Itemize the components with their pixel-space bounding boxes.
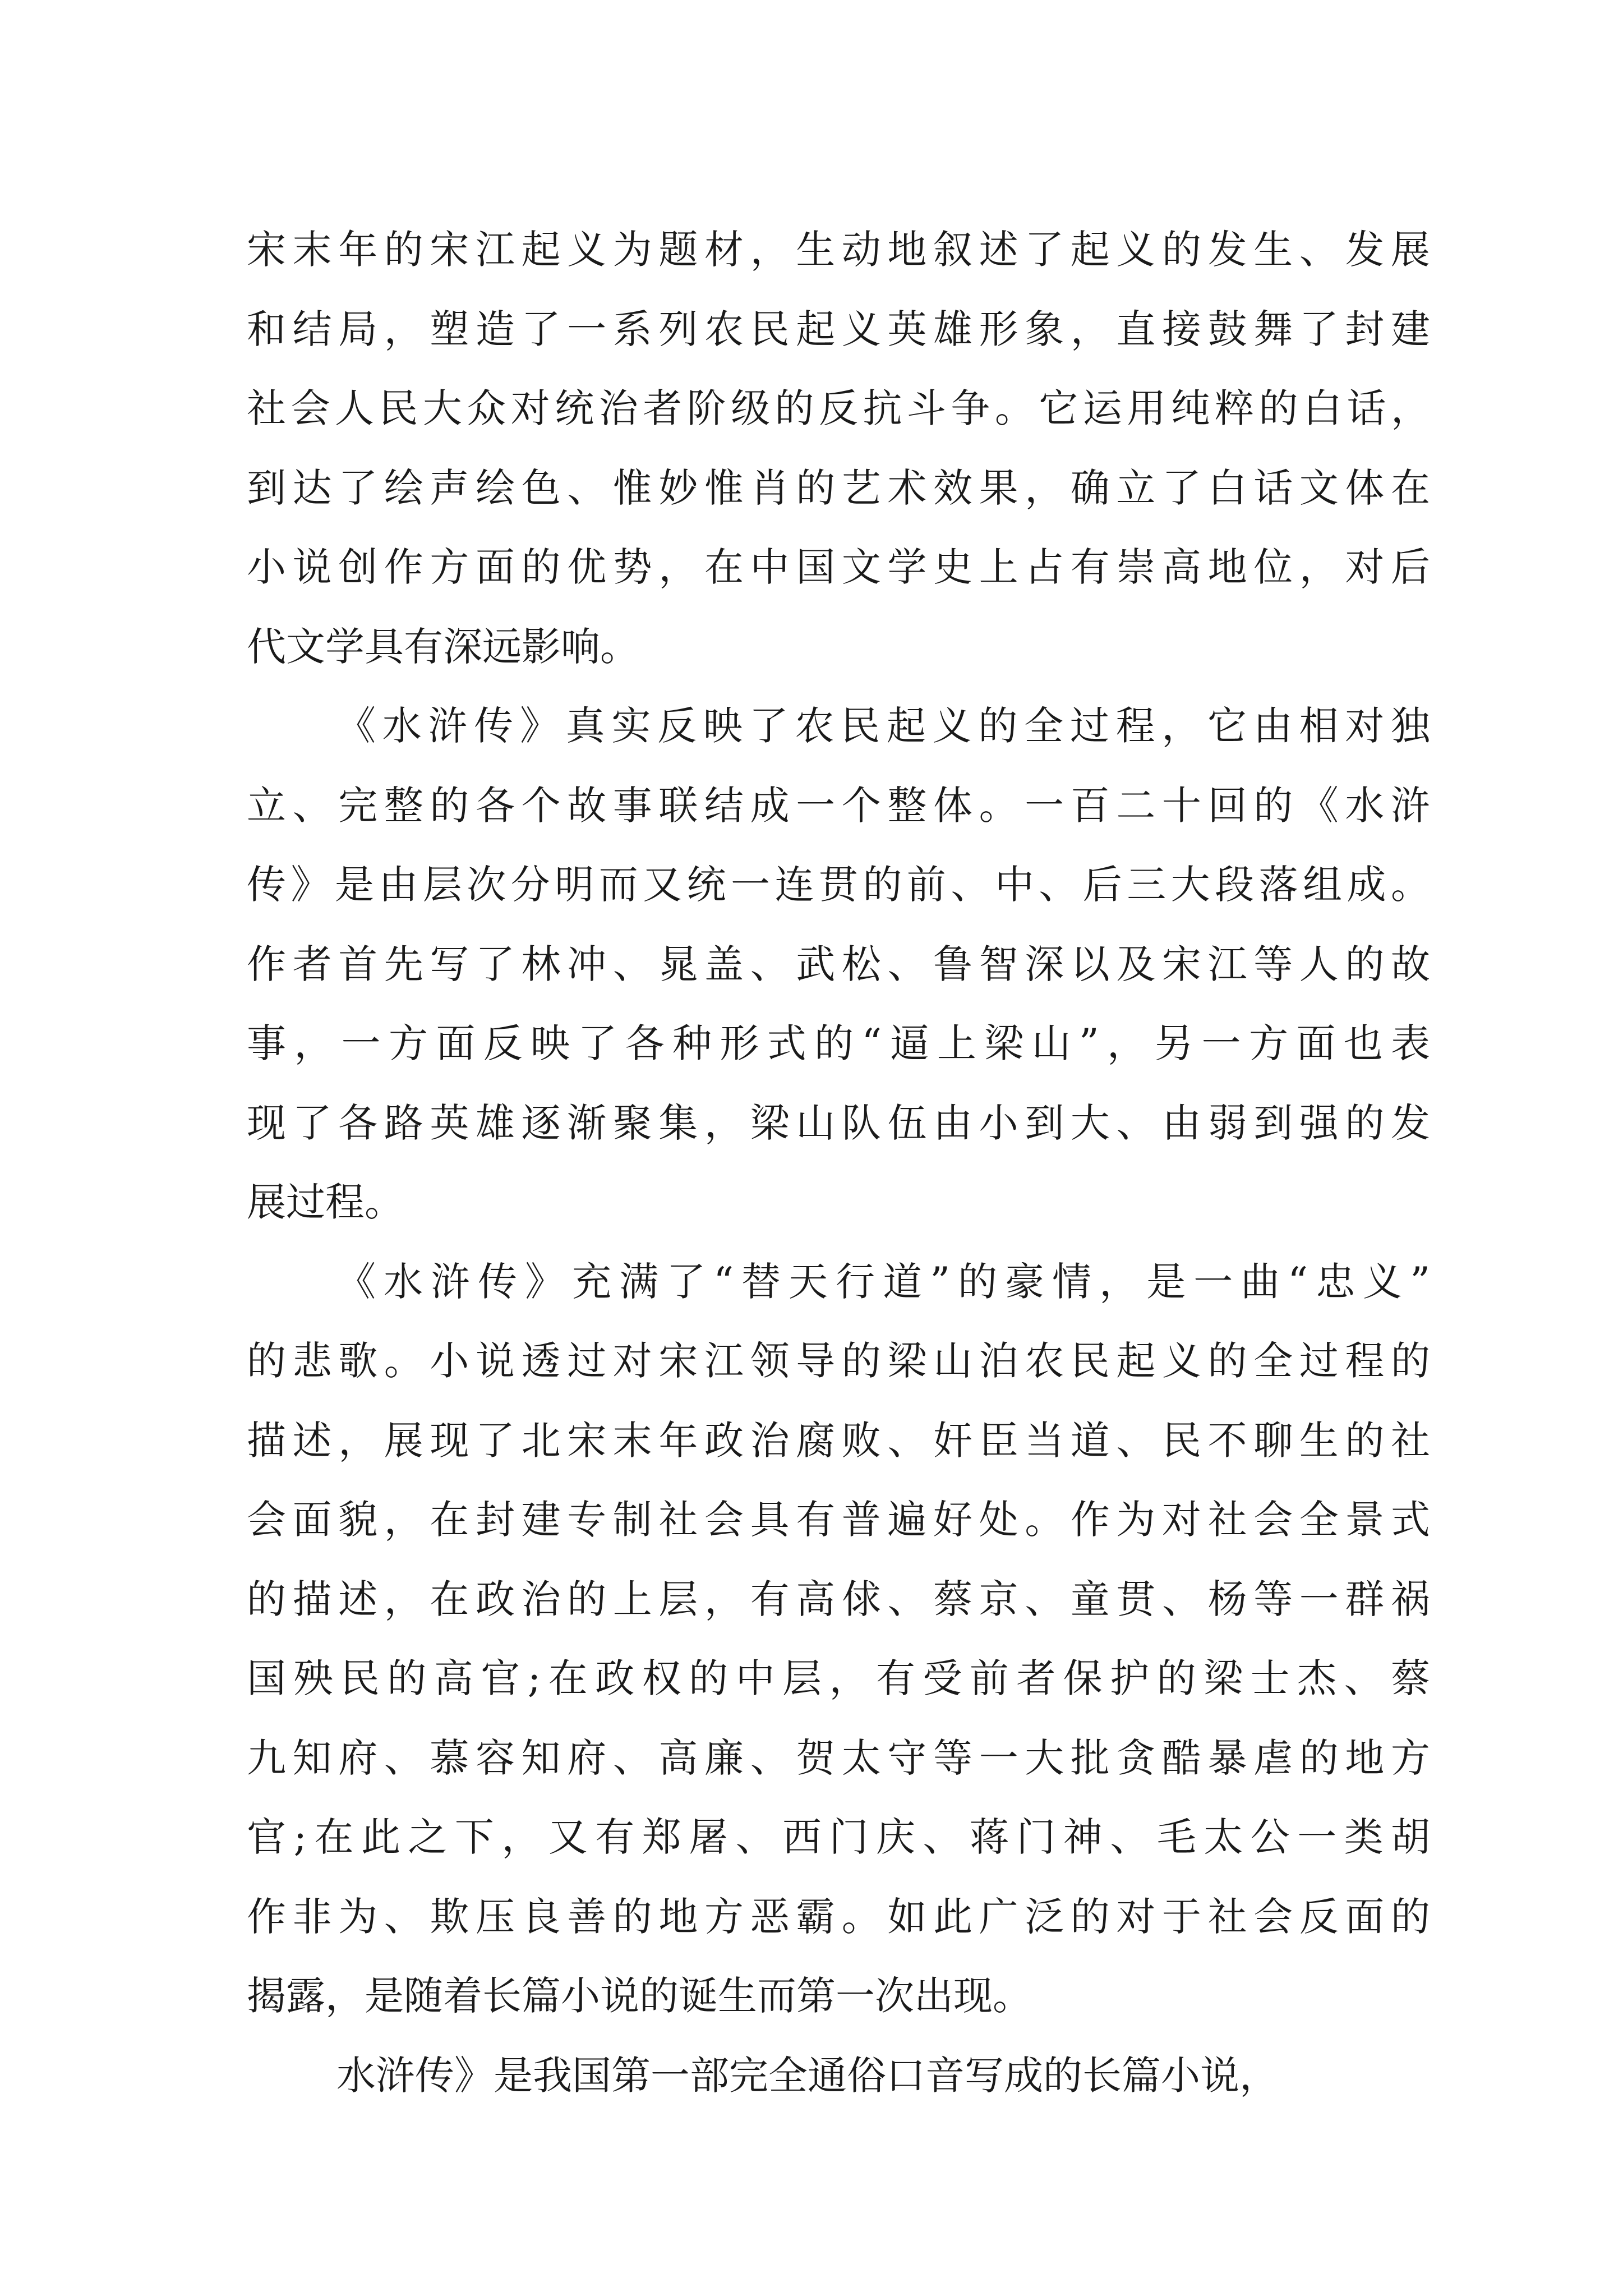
text-line: 会面貌，在封建专制社会具有普遍好处。作为对社会全景式 xyxy=(247,1497,1430,1543)
text-line: 事，一方面反映了各种形式的“逼上梁山”，另一方面也表 xyxy=(247,1020,1430,1066)
text-line: 描述，展现了北宋末年政治腐败、奸臣当道、民不聊生的社 xyxy=(247,1417,1430,1464)
text-line: 社会人民大众对统治者阶级的反抗斗争。它运用纯粹的白话， xyxy=(247,385,1430,431)
text-line: 代文学具有深远影响。 xyxy=(247,623,639,670)
text-line: 现了各路英雄逐渐聚集，梁山队伍由小到大、由弱到强的发 xyxy=(247,1099,1430,1146)
text-line: 传》是由层次分明而又统一连贯的前、中、后三大段落组成。 xyxy=(247,862,1430,908)
paragraph xyxy=(247,1243,1430,2036)
text-line: 作者首先写了林冲、晁盖、武松、鲁智深以及宋江等人的故 xyxy=(247,941,1430,987)
paragraph xyxy=(247,210,1430,687)
text-line: 水浒传》是我国第一部完全通俗口音写成的长篇小说， xyxy=(336,2052,1279,2099)
text-line: 到达了绘声绘色、惟妙惟肖的艺术效果，确立了白话文体在 xyxy=(247,464,1430,511)
text-line: 《水浒传》真实反映了农民起义的全过程，它由相对独 xyxy=(336,703,1430,749)
text-line: 立、完整的各个故事联结成一个整体。一百二十回的《水浒 xyxy=(247,782,1430,829)
text-line: 九知府、慕容知府、高廉、贺太守等一大批贪酷暴虐的地方 xyxy=(247,1734,1430,1781)
text-line: 的悲歌。小说透过对宋江领导的梁山泊农民起义的全过程的 xyxy=(247,1338,1430,1384)
text-line: 的描述，在政治的上层，有高俅、蔡京、童贯、杨等一群祸 xyxy=(247,1576,1430,1622)
document-body xyxy=(247,210,1430,2115)
text-line: 官;在此之下，又有郑屠、西门庆、蒋门神、毛太公一类胡 xyxy=(247,1814,1430,1860)
text-line: 小说创作方面的优势，在中国文学史上占有崇高地位，对后 xyxy=(247,544,1430,590)
paragraph xyxy=(247,687,1430,1243)
text-line: 宋末年的宋江起义为题材，生动地叙述了起义的发生、发展 xyxy=(247,227,1430,273)
text-line: 《水浒传》充满了“替天行道”的豪情，是一曲“忠义” xyxy=(336,1258,1430,1305)
text-line: 国殃民的高官;在政权的中层，有受前者保护的梁士杰、蔡 xyxy=(247,1655,1430,1701)
text-line: 和结局，塑造了一系列农民起义英雄形象，直接鼓舞了封建 xyxy=(247,306,1430,352)
text-line: 揭露，是随着长篇小说的诞生而第一次出现。 xyxy=(247,1973,1032,2019)
text-line: 作非为、欺压良善的地方恶霸。如此广泛的对于社会反面的 xyxy=(247,1893,1430,1940)
text-line: 展过程。 xyxy=(247,1179,404,1225)
paragraph xyxy=(247,2036,1430,2116)
